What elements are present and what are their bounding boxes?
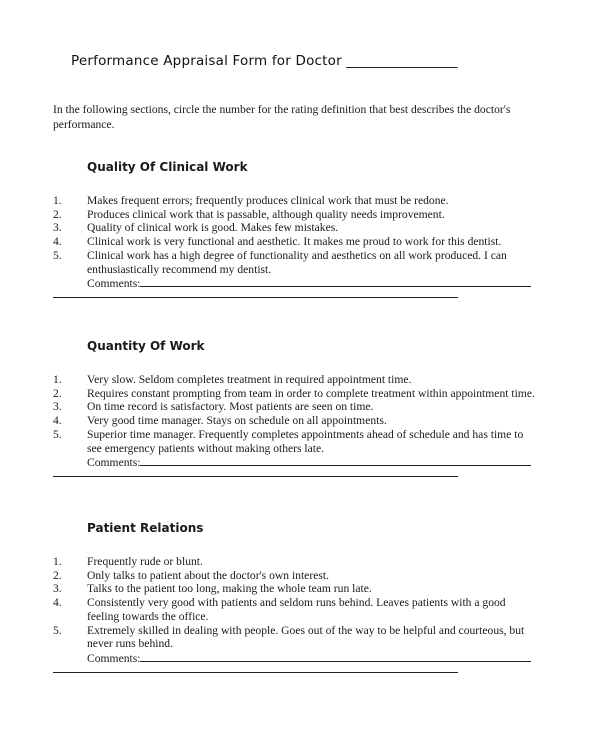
rating-text: Produces clinical work that is passable, although quality needs improvement. xyxy=(87,207,445,221)
rating-list xyxy=(53,194,553,298)
comments-label: Comments: xyxy=(87,456,141,470)
form-title: Performance Appraisal Form for Doctor ________________ xyxy=(71,53,458,69)
comments-row xyxy=(53,276,553,291)
comments-continuation-row xyxy=(53,475,553,477)
comments-input-line[interactable] xyxy=(140,455,531,466)
rating-text: Clinical work is very functional and aesthetic. It makes me proud to work for this dentist. xyxy=(87,235,502,249)
rating-item[interactable] xyxy=(53,373,553,387)
section-heading: Patient Relations xyxy=(87,521,204,535)
rating-number: 5. xyxy=(53,248,62,262)
form-instructions: In the following sections, circle the number for the rating definition that best describes the doctor's performance. xyxy=(53,103,511,131)
comments-label: Comments: xyxy=(87,651,141,665)
rating-number: 1. xyxy=(53,373,62,386)
comments-input-line[interactable] xyxy=(140,276,531,287)
comments-continuation-line[interactable] xyxy=(53,671,458,673)
comments-row xyxy=(53,455,553,470)
rating-text: Clinical work has a high degree of functionality and aesthetics on all work produced. I can enthusiastically recommend my dentist. xyxy=(87,248,507,276)
rating-number: 3. xyxy=(53,400,62,414)
comments-continuation-row xyxy=(53,296,553,298)
rating-item[interactable] xyxy=(53,400,553,414)
rating-item[interactable] xyxy=(53,624,553,651)
rating-item[interactable] xyxy=(53,555,553,569)
rating-item[interactable] xyxy=(53,428,553,455)
rating-text: Very good time manager. Stays on schedule on all appointments. xyxy=(87,414,387,428)
section-heading: Quantity Of Work xyxy=(87,339,205,353)
rating-text: Requires constant prompting from team in order to complete treatment within appointment time. xyxy=(87,386,535,400)
rating-list xyxy=(53,555,553,673)
rating-text: On time record is satisfactory. Most patients are seen on time. xyxy=(87,400,374,414)
rating-text: Extremely skilled in dealing with people. Goes out of the way to be helpful and courteous, but never runs behind. xyxy=(87,623,525,651)
comments-row xyxy=(53,651,553,666)
rating-text: Consistently very good with patients and seldom runs behind. Leaves patients with a good feeling towards the office. xyxy=(87,596,506,623)
rating-item[interactable] xyxy=(53,235,553,249)
rating-item[interactable] xyxy=(53,596,553,623)
rating-number: 4. xyxy=(53,414,62,428)
comments-continuation-line[interactable] xyxy=(53,475,458,477)
rating-number: 1. xyxy=(53,555,62,568)
rating-number: 5. xyxy=(53,427,62,441)
rating-item[interactable] xyxy=(53,582,553,596)
rating-text: Frequently rude or blunt. xyxy=(87,555,203,568)
rating-text: Superior time manager. Frequently completes appointments ahead of schedule and has time to see emergency patients without making others late. xyxy=(87,427,524,455)
rating-number: 1. xyxy=(53,194,62,207)
rating-text: Makes frequent errors; frequently produces clinical work that must be redone. xyxy=(87,194,449,207)
section-heading: Quality Of Clinical Work xyxy=(87,160,248,174)
rating-number: 2. xyxy=(53,207,62,221)
comments-label: Comments: xyxy=(87,277,141,291)
rating-number: 5. xyxy=(53,623,62,637)
rating-text: Only talks to patient about the doctor's own interest. xyxy=(87,568,329,582)
rating-item[interactable] xyxy=(53,221,553,235)
rating-text: Quality of clinical work is good. Makes few mistakes. xyxy=(87,221,339,235)
rating-number: 4. xyxy=(53,596,62,610)
rating-number: 3. xyxy=(53,221,62,235)
rating-item[interactable] xyxy=(53,194,553,208)
rating-number: 4. xyxy=(53,235,62,249)
rating-item[interactable] xyxy=(53,208,553,222)
rating-text: Very slow. Seldom completes treatment in required appointment time. xyxy=(87,373,412,386)
rating-item[interactable] xyxy=(53,569,553,583)
rating-list xyxy=(53,373,553,477)
comments-input-line[interactable] xyxy=(140,651,531,662)
rating-number: 2. xyxy=(53,386,62,400)
comments-continuation-row xyxy=(53,671,553,673)
rating-text: Talks to the patient too long, making the whole team run late. xyxy=(87,582,372,596)
rating-item[interactable] xyxy=(53,414,553,428)
rating-number: 3. xyxy=(53,582,62,596)
comments-continuation-line[interactable] xyxy=(53,296,458,298)
rating-item[interactable] xyxy=(53,249,553,276)
rating-number: 2. xyxy=(53,568,62,582)
rating-item[interactable] xyxy=(53,387,553,401)
